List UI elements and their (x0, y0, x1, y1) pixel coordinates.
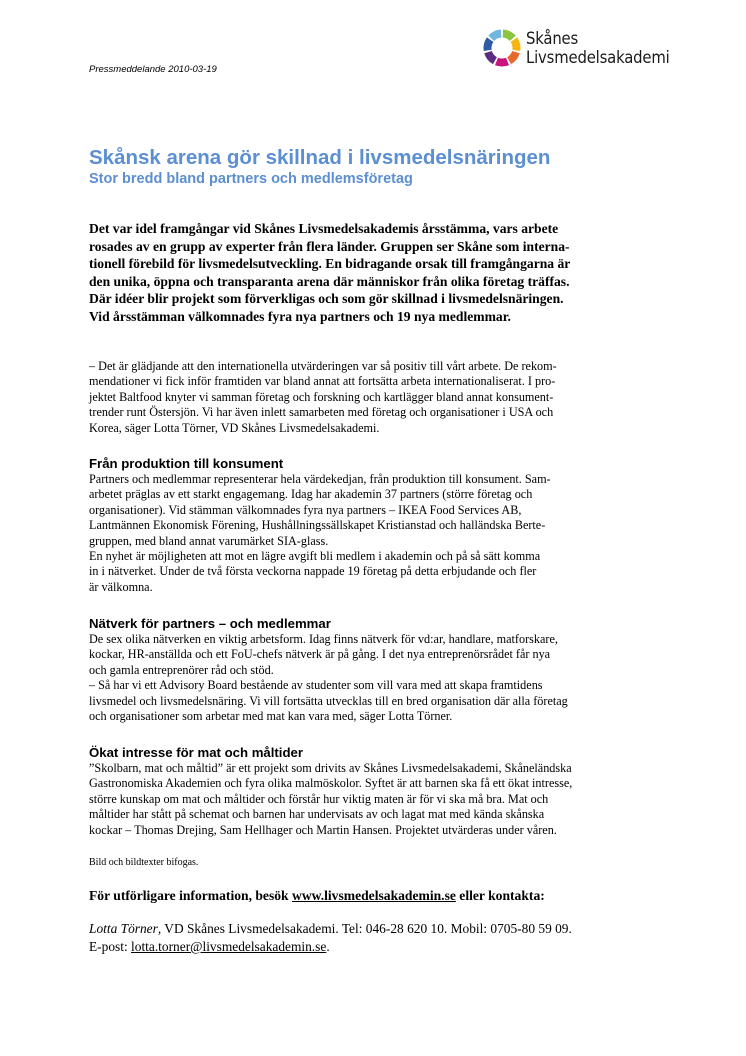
logo-line-2: Livsmedelsakademi (526, 48, 670, 67)
section-body-production (89, 472, 649, 595)
body-line: De sex olika nätverken en viktig arbetsform. Idag finns nätverk för vd:ar, handlare, matforskare, (89, 632, 558, 646)
contact-heading-pre: För utförligare information, besök (89, 888, 293, 903)
contact-heading-post: eller kontakta: (455, 888, 545, 903)
email-link[interactable]: lotta.torner@livsmedelsakademin.se (131, 939, 327, 954)
body-line: Lantmännen Ekonomisk Förening, Hushållningssällskapet Kristianstad och halländska Berte- (89, 518, 546, 533)
body-line: är välkomna. (89, 579, 153, 594)
lead-line: den unika, öppna och transparanta arena där människor från olika företag träffas. (89, 273, 570, 289)
logo-ring-segment (514, 40, 517, 51)
email-suffix: . (326, 939, 330, 954)
section-body-food-interest (89, 761, 649, 838)
body-line: Gastronomiska Akademien och fyra olika malmöskolor. Syftet är att barnen ska få ett ökat intresse, (89, 776, 573, 791)
body-line: kockar, HR-anställda och ett FoU-chefs nätverk är på gång. I det nya entreprenörsrådet får nya (89, 647, 551, 662)
body-line: in i nätverket. Under de två första veckorna nappade 19 företag på detta erbjudande och fler (89, 564, 537, 579)
lead-paragraph (89, 220, 649, 325)
body-line: gruppen, med bland annat varumärket SIA-glass. (89, 533, 329, 548)
page-title: Skånsk arena gör skillnad i livsmedelsnäringen (89, 146, 551, 169)
logo-ring-segment (491, 34, 501, 39)
academy-logo (482, 28, 692, 72)
contact-name: Lotta Törner (89, 921, 158, 936)
lead-line: Där idéer blir projekt som förverkligas och som gör skillnad i livsmedelsnäringen. (89, 291, 564, 306)
section-heading-network: Nätverk för partners – och medlemmar (89, 616, 331, 631)
body-line: kockar – Thomas Drejing, Sam Hellhager och Martin Hansen. Projektet utvärderas under våren. (89, 822, 557, 837)
logo-ring-segment (497, 61, 508, 62)
body-line: större kunskap om mat och måltider och förstår hur viktig maten är för vi ska må bra. Mat och (89, 791, 549, 806)
press-release-date: Pressmeddelande 2010-03-19 (89, 64, 217, 75)
body-line: – Så har vi ett Advisory Board bestående av studenter som vill vara med att skapa framtidens (89, 678, 543, 693)
page-subtitle: Stor bredd bland partners och medlemsföretag (89, 171, 413, 187)
ring-logo-icon (482, 28, 522, 68)
body-line: och gamla entreprenörer råd och stöd. (89, 662, 274, 677)
body-line: och organisationer som arbetar med mat kan vara med, säger Lotta Törner. (89, 709, 453, 724)
website-link[interactable]: www.livsmedelsakademin.se (292, 888, 456, 903)
body-line: livsmedel och livsmedelsnäring. Vi vill fortsätta utvecklas till en bred organisation där alla företag (89, 693, 568, 708)
body-line: En nyhet är möjligheten att mot en lägre avgift bli medlem i akademin och på så sätt komma (89, 549, 541, 564)
section-body-network (89, 632, 649, 724)
body-line: arbetet präglas av ett starkt engagemang. Idag har akademin 37 partners (större företag och (89, 487, 533, 502)
body-line: organisationer). Vid stämman välkomnades fyra nya partners – IKEA Food Services AB, (89, 502, 522, 517)
logo-ring-segment (509, 52, 516, 61)
body-line: jektet Baltfood knyter vi samman företag och forskning och kartlägger bland annat konsument- (89, 389, 554, 404)
lead-line: rosades av en grupp av experter från flera länder. Gruppen ser Skåne som interna- (89, 238, 570, 254)
logo-ring-segment (503, 34, 513, 39)
logo-text (526, 29, 670, 67)
contact-title-phone: , VD Skånes Livsmedelsakademi. Tel: 046-28 620 10. Mobil: 0705-80 59 09. (157, 921, 572, 936)
contact-heading (89, 888, 545, 904)
body-line: Korea, säger Lotta Törner, VD Skånes Livsmedelsakademi. (89, 420, 380, 435)
section-heading-production: Från produktion till konsument (89, 456, 284, 471)
email-label: E-post: (89, 939, 132, 954)
body-line: ”Skolbarn, mat och måltid” är ett projekt som drivits av Skånes Livsmedelsakademi, Skåneländska (89, 761, 572, 775)
image-attachment-note: Bild och bildtexter bifogas. (89, 857, 199, 868)
lead-line: Vid årsstämman välkomnades fyra nya partners och 19 nya medlemmar. (89, 308, 511, 324)
body-line: Partners och medlemmar representerar hela värdekedjan, från produktion till konsument. Sam- (89, 472, 551, 486)
lead-line: tionell förebild för livsmedelsutveckling. En bidragande orsak till framgångarna är (89, 256, 571, 271)
body-line: mendationer vi fick inför framtiden var bland annat att fortsätta arbeta internationaliserat. I pro- (89, 374, 556, 389)
body-line: – Det är glädjande att den internationella utvärderingen var så positiv till vårt arbete. De rekom- (89, 359, 557, 373)
logo-ring-segment (488, 52, 495, 61)
body-line: trender runt Östersjön. Vi har även inlett samarbeten med företag och organisationer i USA och (89, 405, 554, 420)
logo-ring-segment (488, 40, 491, 51)
logo-line-1: Skånes (526, 29, 579, 48)
lead-line: Det var idel framgångar vid Skånes Livsmedelsakademis årsstämma, vars arbete (89, 221, 559, 236)
intro-paragraph (89, 359, 649, 436)
section-heading-food-interest: Ökat intresse för mat och måltider (89, 745, 303, 760)
contact-details (89, 920, 689, 956)
body-line: måltider har stått på schemat och barnen har undervisats av och lagat mat med kända skånska (89, 807, 545, 822)
